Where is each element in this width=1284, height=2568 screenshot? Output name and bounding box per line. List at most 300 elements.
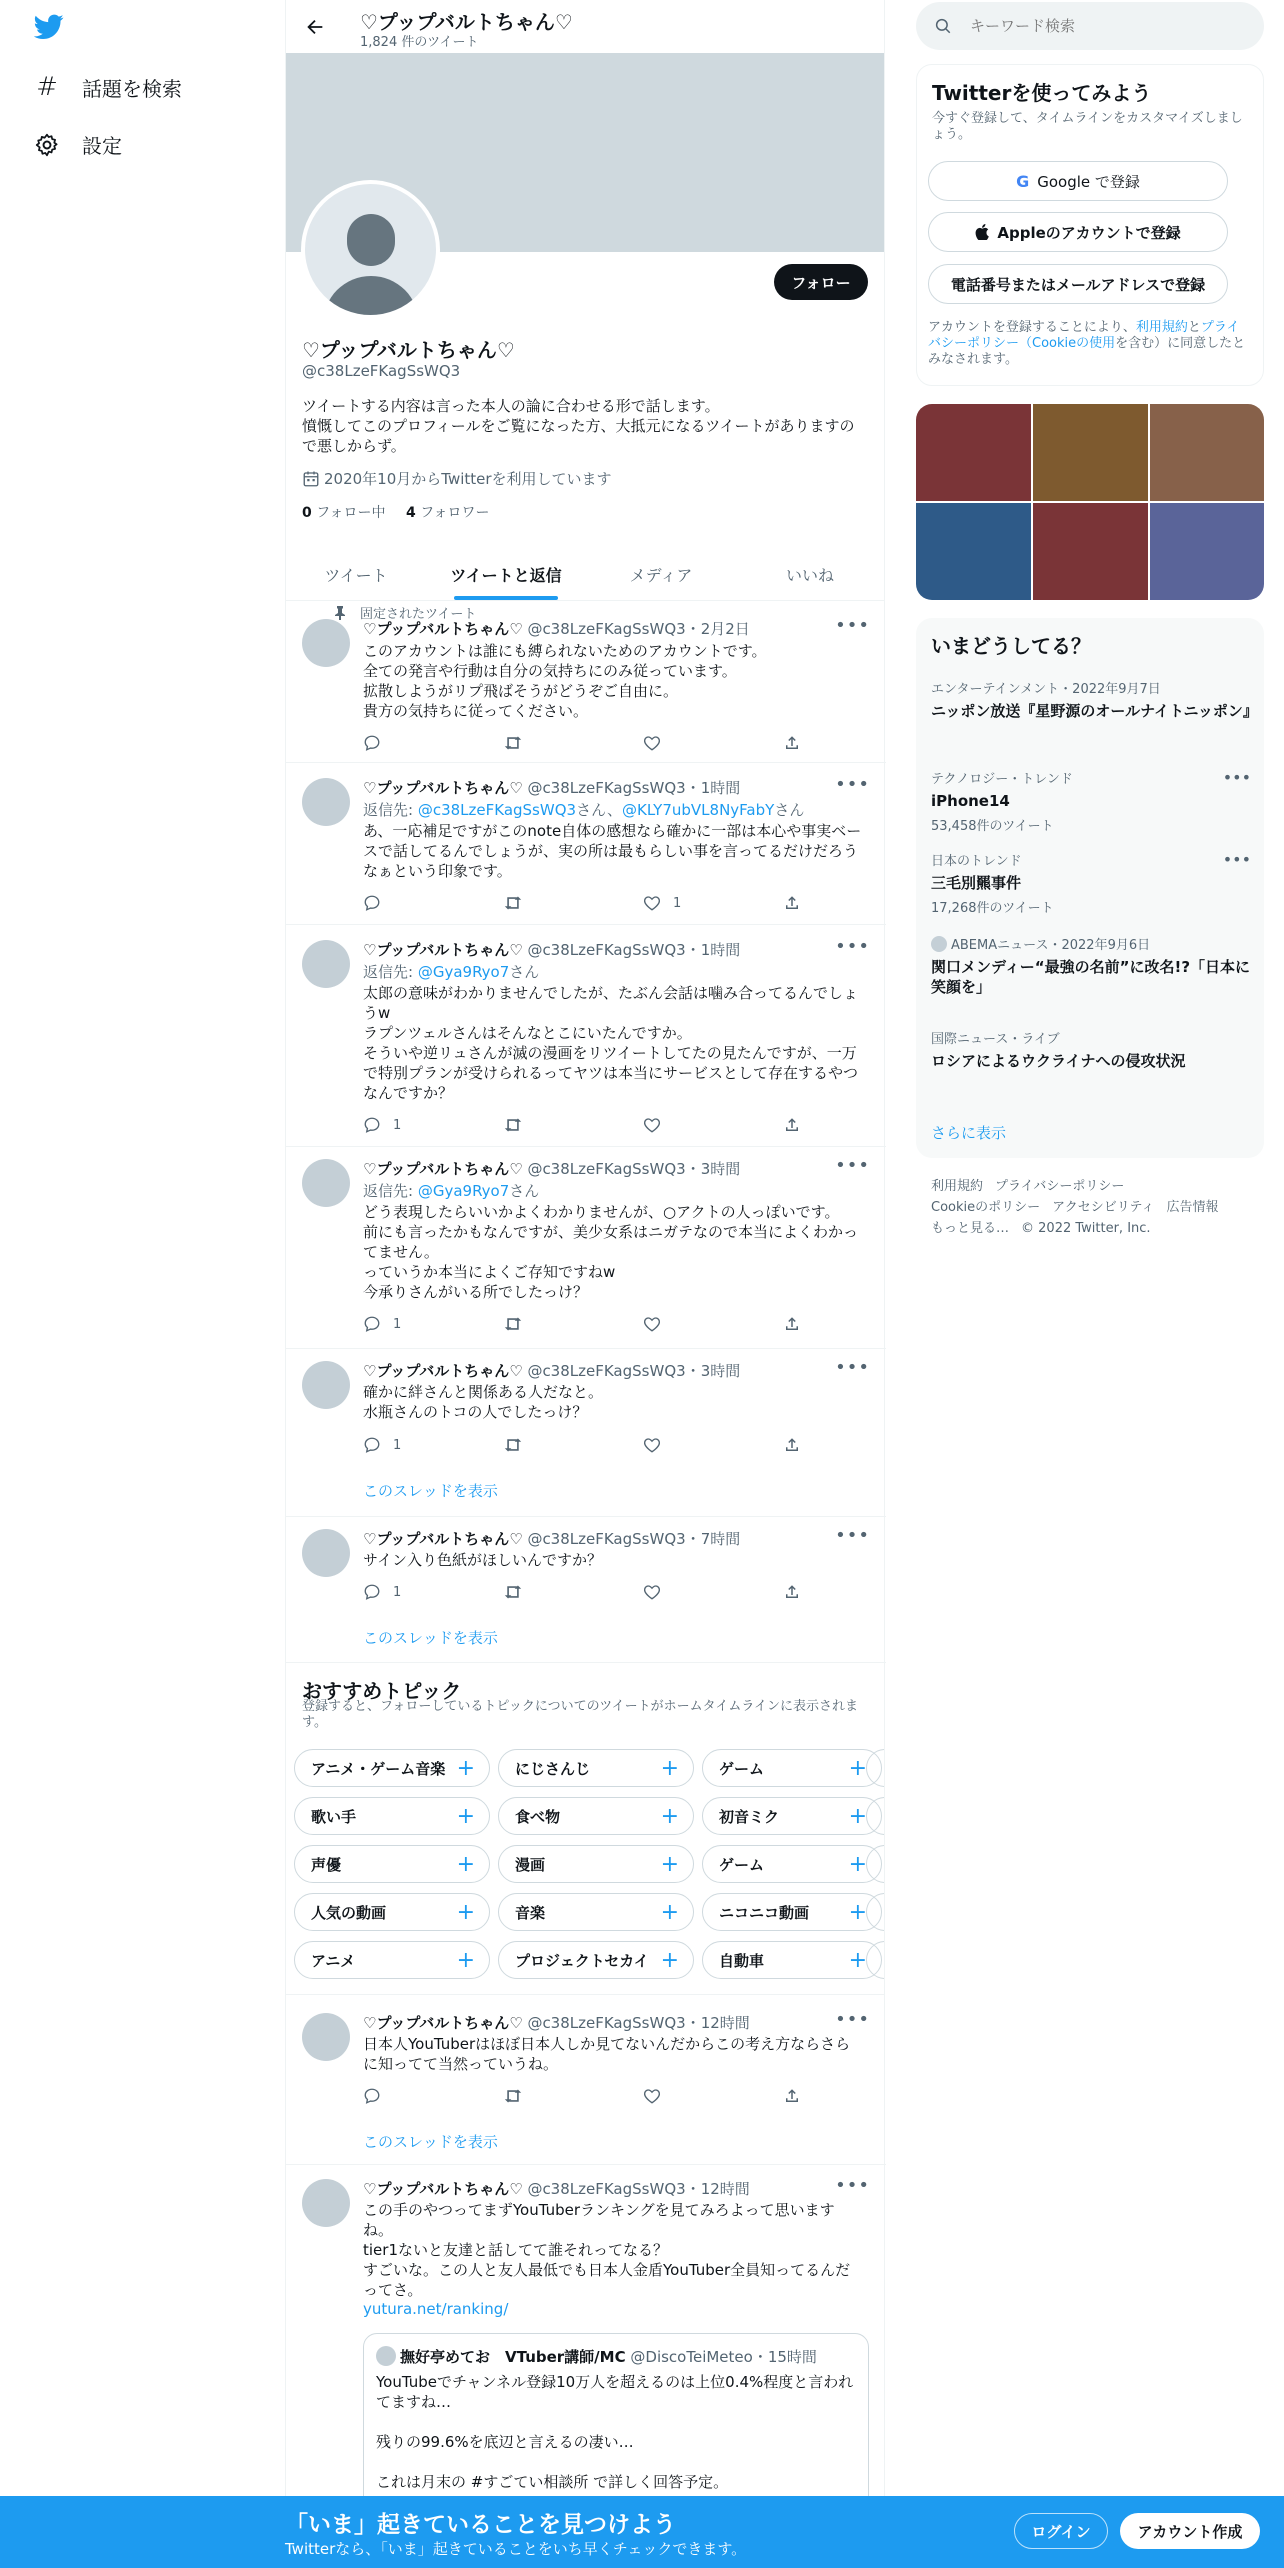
topic-chip[interactable] [294, 1797, 490, 1835]
avatar[interactable] [302, 2013, 350, 2061]
share-icon [783, 734, 801, 752]
following-count: 0 [302, 505, 312, 521]
reply-icon [363, 894, 381, 912]
more-icon[interactable]: ••• [835, 1525, 870, 1546]
topic-chip-label: 自動車 [719, 1951, 765, 1970]
topic-chip-label: プロジェクトセカイ [515, 1951, 649, 1970]
tweet[interactable] [286, 1995, 886, 2165]
tweet-actions [363, 893, 803, 913]
tweet-author-name[interactable]: ♡プップバルトちゃん♡ [363, 941, 523, 959]
profile-avatar[interactable] [301, 180, 440, 319]
tab-tweets[interactable]: ツイート [324, 565, 388, 585]
profile-name: ♡プップバルトちゃん♡ [302, 338, 515, 362]
tweet-author-handle[interactable]: @c38LzeFKagSsWQ3 [527, 1530, 686, 1548]
tweet-author-name[interactable]: ♡プップバルトちゃん♡ [363, 620, 523, 638]
tweet-time[interactable]: 2月2日 [700, 620, 750, 638]
reply-count: 1 [393, 1584, 402, 1600]
reply-san: さん [576, 801, 607, 819]
tweet-author-name[interactable]: ♡プップバルトちゃん♡ [363, 2014, 523, 2032]
nav-explore-label: 話題を検索 [82, 76, 182, 101]
reply-mention-link[interactable]: @c38LzeFKagSsWQ3 [417, 801, 577, 819]
plus-icon: + [848, 1899, 867, 1925]
plus-icon: + [456, 1851, 475, 1877]
footer-links [931, 1176, 1251, 1239]
retweet-button[interactable] [503, 1314, 603, 1334]
tweet-header [363, 2012, 750, 2033]
trend-tweet-count: 17,268件のツイート [931, 901, 1054, 916]
show-more-link[interactable]: さらに表示 [931, 1124, 1007, 1142]
tweet-time[interactable]: 3時間 [700, 1362, 741, 1380]
like-button[interactable] [643, 1582, 743, 1602]
topic-chip-label: 音楽 [515, 1903, 546, 1922]
heart-icon [643, 1436, 661, 1454]
quote-avatar [376, 2346, 396, 2366]
quote-dot: ・ [752, 2348, 768, 2366]
trend-category: 日本のトレンド [931, 854, 1022, 869]
heart-icon [643, 734, 661, 752]
tweet-actions [363, 1435, 803, 1455]
terms-text-3: を含む）に同意したとみなされます。 [928, 336, 1246, 367]
signup-terms [928, 320, 1246, 368]
more-icon[interactable]: ••• [835, 615, 870, 636]
topic-chip[interactable] [498, 1749, 694, 1787]
more-icon[interactable]: ••• [835, 774, 870, 795]
trend-tweet-count: 53,458件のツイート [931, 819, 1054, 834]
media-grid [916, 404, 1264, 600]
trend-item[interactable] [931, 678, 1258, 721]
footer-ads[interactable]: 広告情報 [1166, 1200, 1219, 1215]
reply-count: 1 [393, 1117, 402, 1133]
share-button[interactable] [783, 893, 803, 913]
tweet-time[interactable]: 3時間 [700, 1160, 741, 1178]
pin-icon [334, 606, 346, 620]
more-icon[interactable]: ••• [835, 936, 870, 957]
reply-button[interactable] [363, 1582, 463, 1602]
google-signup-button[interactable] [928, 161, 1228, 201]
trend-item[interactable] [931, 768, 1251, 834]
nav-settings[interactable] [34, 130, 122, 159]
more-icon[interactable]: ••• [835, 2175, 870, 2196]
retweet-button[interactable] [503, 1115, 603, 1135]
tweet-header [363, 777, 740, 798]
retweet-icon [503, 1583, 523, 1601]
follow-button[interactable]: フォロー [774, 264, 868, 300]
heart-icon [643, 1315, 661, 1333]
tweet-author-name[interactable]: ♡プップバルトちゃん♡ [363, 1362, 523, 1380]
hashtag-icon: # [36, 72, 58, 102]
trend-item[interactable] [931, 850, 1251, 916]
search-icon [934, 17, 952, 35]
tweet-header [363, 2178, 750, 2199]
tweet-actions [363, 1582, 803, 1602]
retweet-button[interactable] [503, 1582, 603, 1602]
topics-title: おすすめトピック [302, 1679, 462, 1703]
reply-separator: 、 [606, 801, 622, 819]
trend-category [931, 934, 1251, 953]
topic-chip-label: 初音ミク [719, 1807, 780, 1826]
media-thumbnail[interactable] [1033, 404, 1148, 501]
avatar[interactable] [302, 940, 350, 988]
search-bar[interactable] [916, 2, 1264, 50]
plus-icon: + [848, 1803, 867, 1829]
tweet-author-name[interactable]: ♡プップバルトちゃん♡ [363, 1160, 523, 1178]
reply-san: さん [509, 963, 540, 981]
apple-signup-label: Appleのアカウントで登録 [997, 223, 1181, 242]
topic-chip-label: ゲーム [719, 1759, 765, 1778]
footer-cookie[interactable]: Cookieのポリシー [931, 1200, 1041, 1215]
topic-chip[interactable] [702, 1941, 882, 1979]
plus-icon: + [848, 1851, 867, 1877]
privacy-link[interactable]: プライバシーポリシー（Cookieの使用 [928, 320, 1240, 351]
topic-chip[interactable] [702, 1797, 882, 1835]
trend-category: エンターテインメント・2022年9月7日 [931, 682, 1161, 697]
twitter-logo-icon[interactable] [34, 14, 64, 40]
followers-link[interactable] [406, 502, 490, 522]
plus-icon: + [456, 1899, 475, 1925]
media-thumbnail[interactable] [1150, 503, 1264, 600]
plus-icon: + [660, 1851, 679, 1877]
tweet[interactable] [286, 925, 886, 1147]
footer-terms[interactable]: 利用規約 [931, 1179, 984, 1194]
trend-title: iPhone14 [931, 792, 1010, 810]
avatar[interactable] [302, 1529, 350, 1577]
trends-title: いまどうしてる？ [931, 634, 1091, 658]
tweet-author-handle[interactable]: @c38LzeFKagSsWQ3 [527, 2180, 686, 2198]
share-button[interactable] [783, 1435, 803, 1455]
tweet-dot: ・ [685, 1362, 701, 1380]
tweet-dot: ・ [685, 1160, 701, 1178]
calendar-icon [302, 470, 320, 488]
topic-chip-label: ゲーム [719, 1855, 765, 1874]
reply-prefix: 返信先: [363, 1182, 418, 1200]
reply-context [363, 961, 539, 982]
trend-title: 関口メンディー“最強の名前”に改名!?「日本に笑顔を」 [931, 958, 1251, 996]
more-icon[interactable]: ••• [835, 1155, 870, 1176]
tweet-text: このアカウントは誰にも縛られないためのアカウントです。 全ての発言や行動は自分の気持ちにのみ従っています。 拡散しようがリプ飛ばそうがどうぞご自由に。 貴方の気持ちに従ってください。 [363, 642, 767, 720]
topic-chip[interactable] [294, 1941, 490, 1979]
footer-privacy[interactable]: プライバシーポリシー [995, 1179, 1125, 1194]
share-button[interactable] [783, 733, 803, 753]
tweet-author-name[interactable]: ♡プップバルトちゃん♡ [363, 779, 523, 797]
bottom-signup-bar [0, 2496, 1284, 2568]
nav-settings-label: 設定 [82, 134, 122, 158]
trend-category-text: ABEMAニュース・2022年9月6日 [951, 938, 1151, 953]
tab-tweets-and-replies[interactable] [426, 548, 586, 600]
plus-icon: + [456, 1755, 475, 1781]
tweet-dot: ・ [685, 620, 701, 638]
tweet-dot: ・ [685, 1530, 701, 1548]
plus-icon: + [456, 1803, 475, 1829]
plus-icon: + [660, 1755, 679, 1781]
reply-prefix: 返信先: [363, 963, 418, 981]
like-button[interactable] [643, 893, 743, 913]
trend-title: ロシアによるウクライナへの侵攻状況 [931, 1052, 1186, 1070]
like-count: 1 [673, 895, 682, 911]
topics-section [286, 1663, 884, 1995]
retweet-icon [503, 894, 523, 912]
header-tweet-count: 1,824 件のツイート [360, 35, 479, 50]
more-icon[interactable]: ••• [1222, 850, 1251, 869]
plus-icon: + [848, 1947, 867, 1973]
plus-icon: + [848, 1755, 867, 1781]
topic-chip-label: 人気の動画 [311, 1903, 387, 1922]
footer-more[interactable]: もっと見る… [931, 1221, 1010, 1236]
tweet-time[interactable]: 1時間 [700, 941, 741, 959]
followers-count: 4 [406, 505, 416, 521]
topic-chip[interactable] [498, 1941, 694, 1979]
following-link[interactable] [302, 502, 386, 522]
reply-icon [363, 2087, 381, 2105]
google-signup-label: Google で登録 [1037, 172, 1140, 191]
topic-chip[interactable] [702, 1845, 882, 1883]
retweet-icon [503, 734, 523, 752]
topic-chip[interactable] [498, 1797, 694, 1835]
topic-chip-label: ニコニコ動画 [719, 1903, 810, 1922]
signup-title: Twitterを使ってみよう [932, 81, 1152, 105]
apple-signup-button[interactable] [928, 212, 1228, 252]
nav-explore[interactable] [34, 72, 182, 102]
retweet-button[interactable] [503, 1435, 603, 1455]
avatar[interactable] [302, 2179, 350, 2227]
tweet-time[interactable]: 7時間 [700, 1530, 741, 1548]
share-button[interactable] [783, 1314, 803, 1334]
reply-icon [363, 1436, 381, 1454]
tweet-dot: ・ [685, 2180, 701, 2198]
reply-button[interactable] [363, 2086, 463, 2106]
reply-count: 1 [393, 1316, 402, 1332]
reply-button[interactable] [363, 893, 463, 913]
topic-chip-label: 歌い手 [311, 1807, 357, 1826]
show-thread-link[interactable]: このスレッドを表示 [363, 2133, 498, 2151]
topic-chip-label: アニメ [311, 1951, 356, 1970]
followers-label: フォロワー [420, 505, 490, 521]
tweet-header [363, 1360, 740, 1381]
retweet-button[interactable] [503, 733, 603, 753]
reply-mention-link[interactable]: @Gya9Ryo7 [417, 963, 510, 981]
share-icon [783, 1436, 801, 1454]
footer-accessibility[interactable]: アクセシビリティ [1052, 1200, 1155, 1215]
quote-text: YouTubeでチャンネル登録10万人を超えるのは上位0.4%程度と言われてますね… 残りの99.6%を底辺と言えるの凄い… これは月末の #すごてい相談所 で詳しく回答予定。 [376, 2373, 854, 2491]
trend-title: 三毛別羆事件 [931, 874, 1022, 892]
share-button[interactable] [783, 1582, 803, 1602]
tweet[interactable] [286, 1517, 886, 1663]
quote-author-handle: @DiscoTeiMeteo [630, 2348, 753, 2366]
show-thread-link[interactable]: このスレッドを表示 [363, 1629, 498, 1647]
like-button[interactable] [643, 1435, 743, 1455]
retweet-button[interactable] [503, 2086, 603, 2106]
profile-handle: @c38LzeFKagSsWQ3 [302, 362, 461, 380]
tweet-author-handle[interactable]: @c38LzeFKagSsWQ3 [527, 779, 686, 797]
reply-prefix: 返信先: [363, 801, 418, 819]
reply-button[interactable] [363, 1115, 463, 1135]
tweet-actions [363, 733, 803, 753]
tweet-dot: ・ [685, 941, 701, 959]
tweet[interactable] [286, 763, 886, 925]
tweet-time[interactable]: 12時間 [700, 2014, 750, 2032]
media-thumbnail[interactable] [916, 503, 1031, 600]
avatar[interactable] [302, 1159, 350, 1207]
header-title: ♡プップバルトちゃん♡ [360, 10, 573, 34]
tweet-text: 太郎の意味がわかりませんでしたが、たぶん会話は噛み合ってるんでしょうw ラプンツェルさんはそんなとこにいたんですか。 そういや逆リュさんが滅の漫画をリツイートしてたの見たんですが、一万で特別プランが受けられるってヤツは本当にサービスとして存在するやつなんですか？ [363, 984, 859, 1102]
share-icon [783, 894, 801, 912]
reply-count: 1 [393, 1437, 402, 1453]
plus-icon: + [660, 1803, 679, 1829]
profile-joined [302, 468, 612, 489]
like-button[interactable] [643, 2086, 743, 2106]
profile-joined-text: 2020年10月からTwitterを利用しています [324, 470, 612, 488]
heart-icon [643, 1583, 661, 1601]
topic-chip-label: 声優 [311, 1855, 342, 1874]
topic-chip-label: アニメ・ゲーム音楽 [311, 1759, 446, 1778]
tweet-dot: ・ [685, 2014, 701, 2032]
reply-icon [363, 734, 381, 752]
reply-button[interactable] [363, 733, 463, 753]
more-icon[interactable]: ••• [1222, 768, 1251, 787]
retweet-icon [503, 2087, 523, 2105]
share-button[interactable] [783, 1115, 803, 1135]
tweet-author-handle[interactable]: @c38LzeFKagSsWQ3 [527, 620, 686, 638]
heart-icon [643, 1116, 661, 1134]
reply-icon [363, 1315, 381, 1333]
tweet-text: この手のやつってまずYouTuberランキングを見てみろよって思いますね。 tier1ないと友達と話してて誰それってなる？ すごいな。この人と友人最低でも日本人金盾YouTuber全員知ってるんだってさ。 [363, 2201, 851, 2299]
like-button[interactable] [643, 1314, 743, 1334]
tweet-text: 日本人YouTuberはほぼ日本人しか見てないんだからこの考え方ならさらに知ってて当然っていうね。 [363, 2035, 851, 2073]
avatar[interactable] [302, 619, 350, 667]
retweet-button[interactable] [503, 893, 603, 913]
trend-item[interactable] [931, 934, 1251, 997]
reply-mention-link[interactable]: @Gya9Ryo7 [417, 1182, 510, 1200]
share-icon [783, 1315, 801, 1333]
reply-context [363, 1180, 539, 1201]
retweet-icon [503, 1436, 523, 1454]
trend-title: ニッポン放送『星野源のオールナイトニッポン』 [931, 702, 1258, 720]
bottom-bar-title: 「いま」起きていることを見つけよう [285, 2512, 676, 2538]
topic-chip[interactable] [702, 1749, 882, 1787]
tweet-actions [363, 1314, 803, 1334]
tweet-dot: ・ [685, 779, 701, 797]
topic-chip[interactable] [294, 1749, 490, 1787]
tweet-author-handle[interactable]: @c38LzeFKagSsWQ3 [527, 1160, 686, 1178]
bottom-bar-subtitle: Twitterなら、「いま」起きていることをいち早くチェックできます。 [285, 2540, 747, 2558]
tweet-header [363, 1158, 740, 1179]
trend-category: テクノロジー・トレンド [931, 772, 1073, 787]
avatar[interactable] [302, 778, 350, 826]
plus-icon: + [660, 1899, 679, 1925]
quote-header [400, 2346, 817, 2367]
topic-chip-label: 漫画 [515, 1855, 546, 1874]
quote-time: 15時間 [767, 2348, 817, 2366]
terms-link[interactable]: 利用規約 [1135, 320, 1188, 335]
topic-chip[interactable] [294, 1845, 490, 1883]
pinned-label: 固定されたツイート [360, 607, 477, 622]
media-thumbnail[interactable] [916, 404, 1031, 501]
tweet-author-name[interactable]: ♡プップバルトちゃん♡ [363, 1530, 523, 1548]
reply-mention-link[interactable]: @KLY7ubVL8NyFabY [621, 801, 775, 819]
tweet[interactable] [286, 1147, 886, 1349]
more-icon[interactable]: ••• [835, 1357, 870, 1378]
reply-button[interactable] [363, 1435, 463, 1455]
tweet-time[interactable]: 1時間 [700, 779, 741, 797]
reply-icon [363, 1583, 381, 1601]
tweet-header [363, 939, 740, 960]
show-thread-link[interactable]: このスレッドを表示 [363, 1482, 498, 1500]
tweet-actions [363, 2086, 803, 2106]
tweet-header [363, 618, 750, 639]
tweet-pinned[interactable] [286, 601, 886, 763]
topic-chip[interactable] [702, 1893, 882, 1931]
phone-signup-button[interactable]: 電話番号またはメールアドレスで登録 [928, 264, 1228, 304]
topic-chip-label: 食べ物 [515, 1807, 561, 1826]
tweet-author-name[interactable]: ♡プップバルトちゃん♡ [363, 2180, 523, 2198]
topics-subtitle: 登録すると、フォローしているトピックについてのツイートがホームタイムラインに表示されます。 [302, 1699, 859, 1730]
avatar[interactable] [302, 1361, 350, 1409]
tweet-text: あ、一応補足ですがこのnote自体の感想なら確かに一部は本心や事実ベースで話してるんでしょうが、実の所は最もらしい事を言ってるだけだろうなぁという印象です。 [363, 822, 862, 880]
topic-chip[interactable] [498, 1893, 694, 1931]
signup-subtitle: 今すぐ登録して、タイムラインをカスタマイズしましょう。 [932, 111, 1243, 142]
tweet-link[interactable]: yutura.net/ranking/ [363, 2300, 509, 2318]
tweet-text: 確かに絆さんと関係ある人だなと。 水瓶さんのトコの人でしたっけ？ [363, 1383, 604, 1421]
topic-chip[interactable] [294, 1893, 490, 1931]
main-column [285, 0, 885, 2568]
topic-chip[interactable] [498, 1845, 694, 1883]
create-account-button[interactable]: アカウント作成 [1120, 2513, 1260, 2549]
reply-san: さん [509, 1182, 540, 1200]
heart-icon [643, 894, 661, 912]
tweet-text: どう表現したらいいかよくわかりませんが、○アクトの人っぽいです。 前にも言ったかもなんですが、美少女系はニガテなので本当によくわかってません。 っていうか本当によくご存知ですねw 今承りさんがいる所でしたっけ？ [363, 1203, 859, 1301]
apple-icon [975, 224, 989, 240]
topic-chip-label: にじさんじ [515, 1759, 591, 1778]
following-label: フォロー中 [316, 505, 386, 521]
tab-likes[interactable]: いいね [785, 565, 834, 585]
back-arrow-icon[interactable] [304, 16, 326, 38]
like-button[interactable] [643, 733, 743, 753]
quote-author-name: 撫好亭めてお VTuber講師/MC [400, 2348, 626, 2366]
like-button[interactable] [643, 1115, 743, 1135]
terms-text-1: アカウントを登録することにより、 [928, 320, 1136, 335]
share-icon [783, 1116, 801, 1134]
tab-tweets-and-replies-label: ツイートと返信 [450, 565, 562, 585]
retweet-icon [503, 1116, 523, 1134]
tweet-author-handle[interactable]: @c38LzeFKagSsWQ3 [527, 1362, 686, 1380]
trend-item[interactable] [931, 1028, 1251, 1071]
tweet-author-handle[interactable]: @c38LzeFKagSsWQ3 [527, 2014, 686, 2032]
reply-context [363, 799, 804, 820]
profile-bio: ツイートする内容は言った本人の論に合わせる形で話します。 憤慨してこのプロフィールをご覧になった方、大抵元になるツイートがありますので悪しからず。 [302, 397, 855, 455]
share-icon [783, 1583, 801, 1601]
plus-icon: + [660, 1947, 679, 1973]
search-input[interactable] [970, 17, 1230, 35]
media-thumbnail[interactable] [1150, 404, 1264, 501]
reply-icon [363, 1116, 381, 1134]
tweet[interactable] [286, 1349, 886, 1517]
tab-media[interactable]: メディア [629, 565, 693, 585]
terms-text-2: と [1187, 320, 1201, 335]
tweet-author-handle[interactable]: @c38LzeFKagSsWQ3 [527, 941, 686, 959]
reply-button[interactable] [363, 1314, 463, 1334]
share-button[interactable] [783, 2086, 803, 2106]
tweet-actions [363, 1115, 803, 1135]
tweet-text: サイン入り色紙がほしいんですか？ [363, 1551, 602, 1569]
google-icon: G [1016, 171, 1030, 191]
login-button[interactable]: ログイン [1014, 2513, 1108, 2549]
gear-icon [34, 132, 60, 158]
retweet-icon [503, 1315, 523, 1333]
tweet-time[interactable]: 12時間 [700, 2180, 750, 2198]
media-thumbnail[interactable] [1033, 503, 1148, 600]
trend-category: 国際ニュース・ライブ [931, 1032, 1060, 1047]
more-icon[interactable]: ••• [835, 2009, 870, 2030]
footer-copyright: © 2022 Twitter, Inc. [1021, 1221, 1151, 1236]
